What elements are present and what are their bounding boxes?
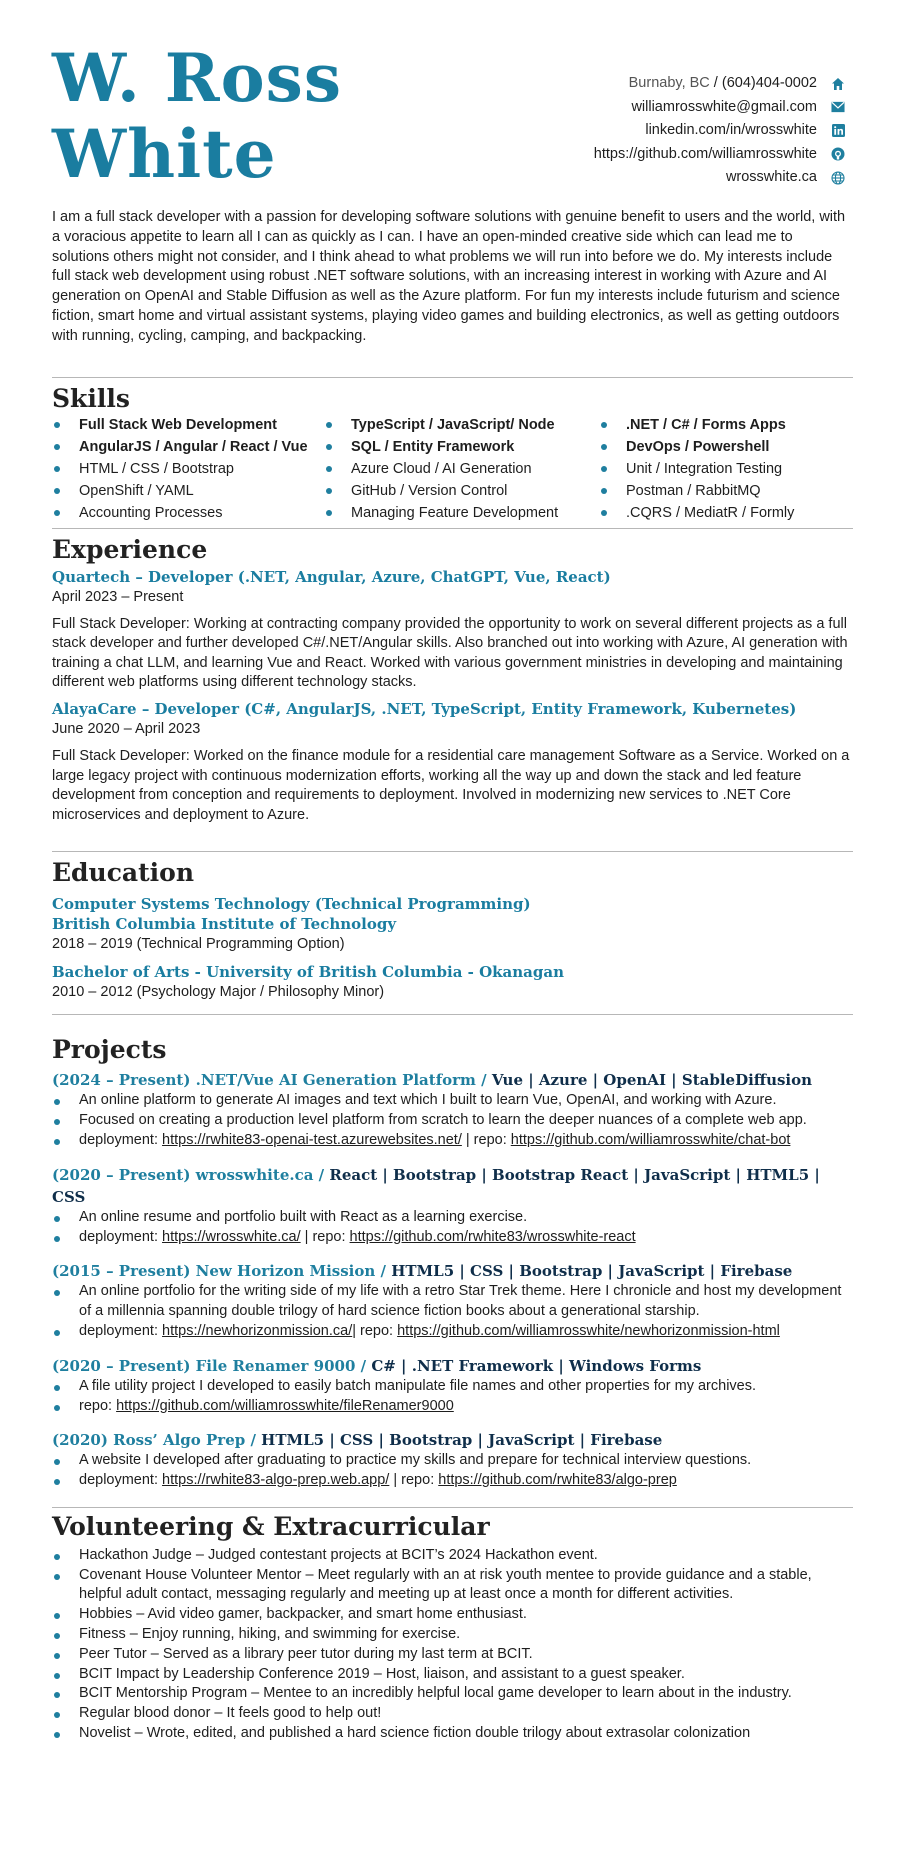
institution-name: British Columbia Institute of Technology <box>52 915 397 934</box>
project-title <box>52 1069 853 1091</box>
repo-link[interactable]: https://github.com/rwhite83/wrosswhite-react <box>349 1228 636 1245</box>
education-heading: Education <box>52 858 195 888</box>
project-tags: HTML5 | CSS | Bootstrap | JavaScript | Firebase <box>391 1262 793 1281</box>
project-name: (2020 – Present) wrosswhite.ca / <box>52 1165 330 1184</box>
contact-email-row[interactable] <box>594 96 845 120</box>
volunteering-item: BCIT Impact by Leadership Conference 2019 – Host, liaison, and assistant to a guest speaker. <box>52 1665 853 1685</box>
project-links: deployment: https://newhorizonmission.ca/| repo: https://github.com/williamrosswhite/newhorizonmission-html <box>52 1322 853 1342</box>
skill-item: Unit / Integration Testing <box>599 458 839 480</box>
volunteering-item: Novelist – Wrote, edited, and published a hard science fiction double trilogy about extrasolar colonization <box>52 1724 853 1744</box>
volunteering-list <box>52 1546 853 1744</box>
contact-phone: / (604)404-0002 <box>709 75 817 91</box>
globe-icon <box>831 171 845 185</box>
project-tags: C# | .NET Framework | Windows Forms <box>371 1356 702 1375</box>
skill-item: TypeScript / JavaScript/ Node <box>324 414 599 436</box>
job-title: Quartech – Developer (.NET, Angular, Azure, ChatGPT, Vue, React) <box>52 567 611 586</box>
email-icon <box>831 100 845 114</box>
program-title: Bachelor of Arts - University of British Columbia - Okanagan <box>52 963 564 982</box>
skill-item: Azure Cloud / AI Generation <box>324 458 599 480</box>
project-tags: Vue | Azure | OpenAI | StableDiffusion <box>491 1071 813 1090</box>
project-title <box>52 1429 853 1451</box>
skill-item: SQL / Entity Framework <box>324 436 599 458</box>
volunteering-item: BCIT Mentorship Program – Mentee to an incredibly helpful local game developer to learn about in the industry. <box>52 1684 853 1704</box>
project-bullet: An online platform to generate AI images and text which I built to learn Vue, OpenAI, and working with Azure. <box>52 1091 853 1111</box>
skills-column-2 <box>324 414 599 524</box>
deployment-link[interactable]: https://newhorizonmission.ca/ <box>162 1322 353 1339</box>
project-entry <box>52 1429 853 1491</box>
summary-paragraph: I am a full stack developer with a passion for developing software solutions with genuine benefit to users and the world, with a voracious appetite to learn all I can as quickly as I can. I have an open-minded creative side which can lead me to solutions others might not consider, and I think ahead to what problems we will run into before we do. My interests include full stack web development using robust .NET software solutions, with an increasing interest in working with Azure and AI generation on OpenAI and Stable Diffusion as well as the Azure platform. For fun my interests include futurism and science fiction, smart home and virtual assistant systems, playing video games and building electronics, as well as getting outdoors with running, cycling, camping, and backpacking. <box>52 209 846 344</box>
skill-item: DevOps / Powershell <box>599 436 839 458</box>
contact-linkedin-row[interactable] <box>594 119 845 143</box>
contact-website[interactable]: wrosswhite.ca <box>725 169 817 185</box>
contact-email[interactable]: williamrosswhite@gmail.com <box>631 98 817 115</box>
project-title <box>52 1260 853 1282</box>
volunteering-item: Fitness – Enjoy running, hiking, and swimming for exercise. <box>52 1625 853 1645</box>
candidate-name <box>52 40 342 192</box>
volunteering-item: Regular blood donor – It feels good to help out! <box>52 1704 853 1724</box>
section-divider <box>52 1014 853 1015</box>
experience-heading: Experience <box>52 534 208 564</box>
skills-heading: Skills <box>52 383 130 413</box>
project-bullet: An online resume and portfolio built with React as a learning exercise. <box>52 1208 853 1228</box>
skills-column-3 <box>599 414 839 524</box>
volunteering-item: Hackathon Judge – Judged contestant projects at BCIT’s 2024 Hackathon event. <box>52 1546 853 1566</box>
project-links: deployment: https://rwhite83-algo-prep.web.app/ | repo: https://github.com/rwhite83/algo-prep <box>52 1471 853 1491</box>
project-bullet: Focused on creating a production level platform from scratch to learn the deeper nuances of a complete web app. <box>52 1111 853 1131</box>
education-entry <box>52 894 853 954</box>
contact-website-row[interactable] <box>594 166 845 190</box>
skills-column-1 <box>52 414 324 524</box>
contact-linkedin[interactable]: linkedin.com/in/wrosswhite <box>645 122 817 138</box>
project-name: (2020 – Present) File Renamer 9000 / <box>52 1356 372 1375</box>
volunteering-item: Hobbies – Avid video gamer, backpacker, and smart home enthusiast. <box>52 1605 853 1625</box>
deployment-link[interactable]: https://rwhite83-algo-prep.web.app/ <box>162 1472 390 1489</box>
skill-item: HTML / CSS / Bootstrap <box>52 458 324 480</box>
skill-item: .NET / C# / Forms Apps <box>599 414 839 436</box>
name-line-1: W. Ross <box>52 39 342 117</box>
linkedin-icon <box>831 124 845 138</box>
contact-github-row[interactable] <box>594 143 845 167</box>
job-entry <box>52 699 853 825</box>
repo-link[interactable]: https://github.com/rwhite83/algo-prep <box>438 1472 677 1489</box>
job-dates: April 2023 – Present <box>52 588 184 605</box>
project-title <box>52 1355 853 1377</box>
section-divider <box>52 851 853 852</box>
volunteering-item: Peer Tutor – Served as a library peer tutor during my last term at BCIT. <box>52 1645 853 1665</box>
job-description: Full Stack Developer: Working at contracting company provided the opportunity to work on several different projects as a full stack developer and further developed C#/.NET/Angular skills. Also branched out into working with Azure, AI generation with training a chat LLM, and learning Vue and React. Worked with various government ministries in developing and maintaining different web platforms using different technology stacks. <box>52 615 848 691</box>
skill-item: Accounting Processes <box>52 502 324 524</box>
volunteering-item: Covenant House Volunteer Mentor – Meet regularly with an at risk youth mentee to provide guidance and a stable, helpful adult contact, messaging regularly and meeting up at least once a month for different activities. <box>52 1566 853 1606</box>
project-tags: React | Bootstrap | Bootstrap React | JavaScript | HTML5 | CSS <box>52 1165 820 1206</box>
repo-link[interactable]: https://github.com/williamrosswhite/newhorizonmission-html <box>397 1322 780 1339</box>
contact-location: Burnaby, BC <box>628 75 710 91</box>
project-bullet: A file utility project I developed to easily batch manipulate file names and other properties for my archives. <box>52 1377 853 1397</box>
project-name: (2020) Ross’ Algo Prep / <box>52 1431 262 1450</box>
repo-link[interactable]: https://github.com/williamrosswhite/fileRenamer9000 <box>116 1397 454 1414</box>
project-entry <box>52 1069 853 1150</box>
contact-location-phone <box>594 72 845 96</box>
section-divider <box>52 1507 853 1508</box>
education-dates: 2010 – 2012 (Psychology Major / Philosophy Minor) <box>52 984 385 1001</box>
skill-item: .CQRS / MediatR / Formly <box>599 502 839 524</box>
deployment-link[interactable]: https://wrosswhite.ca/ <box>162 1228 301 1245</box>
program-title: Computer Systems Technology (Technical Programming) <box>52 895 531 914</box>
projects-heading: Projects <box>52 1035 167 1065</box>
project-entry <box>52 1260 853 1341</box>
volunteering-heading: Volunteering & Extracurricular <box>52 1511 490 1541</box>
project-name: (2015 – Present) New Horizon Mission / <box>52 1262 392 1281</box>
project-title <box>52 1164 853 1208</box>
education-entry <box>52 962 853 1002</box>
skill-item: GitHub / Version Control <box>324 480 599 502</box>
deployment-link[interactable]: https://rwhite83-openai-test.azurewebsites.net/ <box>162 1131 462 1148</box>
project-links: deployment: https://wrosswhite.ca/ | repo: https://github.com/rwhite83/wrosswhite-react <box>52 1228 853 1248</box>
project-links: deployment: https://rwhite83-openai-test.azurewebsites.net/ | repo: https://github.com/williamrosswhite/chat-bot <box>52 1131 853 1151</box>
contact-block <box>594 72 845 190</box>
job-entry <box>52 567 853 693</box>
skills-grid <box>52 414 853 524</box>
project-bullet: A website I developed after graduating to practice my skills and prepare for technical interview questions. <box>52 1451 853 1471</box>
education-dates: 2018 – 2019 (Technical Programming Option) <box>52 936 345 953</box>
project-links: repo: https://github.com/williamrosswhite/fileRenamer9000 <box>52 1397 853 1417</box>
project-name: (2024 – Present) .NET/Vue AI Generation Platform / <box>52 1071 492 1090</box>
section-divider <box>52 377 853 378</box>
skill-item: Full Stack Web Development <box>52 414 324 436</box>
job-description: Full Stack Developer: Worked on the finance module for a residential care management Software as a Service. Worked on a large legacy project with continuous modernization efforts, working all the way up and down the stack and led feature development from conception and requirements to deployment. Involved in modernizing new services to .NET Core microservices and deployment to Azure. <box>52 747 850 823</box>
skill-item: AngularJS / Angular / React / Vue <box>52 436 324 458</box>
section-divider <box>52 528 853 529</box>
name-line-2: White <box>52 115 277 193</box>
project-tags: HTML5 | CSS | Bootstrap | JavaScript | Firebase <box>261 1431 663 1450</box>
project-bullet: An online portfolio for the writing side of my life with a retro Star Trek theme. Here I chronicle and host my development of a millennia spanning double trilogy of hard science fiction books about a generational starship. <box>52 1282 853 1322</box>
home-icon <box>831 77 845 91</box>
job-dates: June 2020 – April 2023 <box>52 720 201 737</box>
skill-item: Postman / RabbitMQ <box>599 480 839 502</box>
repo-link[interactable]: https://github.com/williamrosswhite/chat-bot <box>510 1131 791 1148</box>
project-entry <box>52 1164 853 1248</box>
job-title: AlayaCare – Developer (C#, AngularJS, .NET, TypeScript, Entity Framework, Kubernetes) <box>52 699 797 718</box>
skill-item: OpenShift / YAML <box>52 480 324 502</box>
contact-github[interactable]: https://github.com/williamrosswhite <box>593 145 817 162</box>
skill-item: Managing Feature Development <box>324 502 599 524</box>
project-entry <box>52 1355 853 1417</box>
resume-header <box>52 0 853 208</box>
github-icon <box>831 147 845 161</box>
